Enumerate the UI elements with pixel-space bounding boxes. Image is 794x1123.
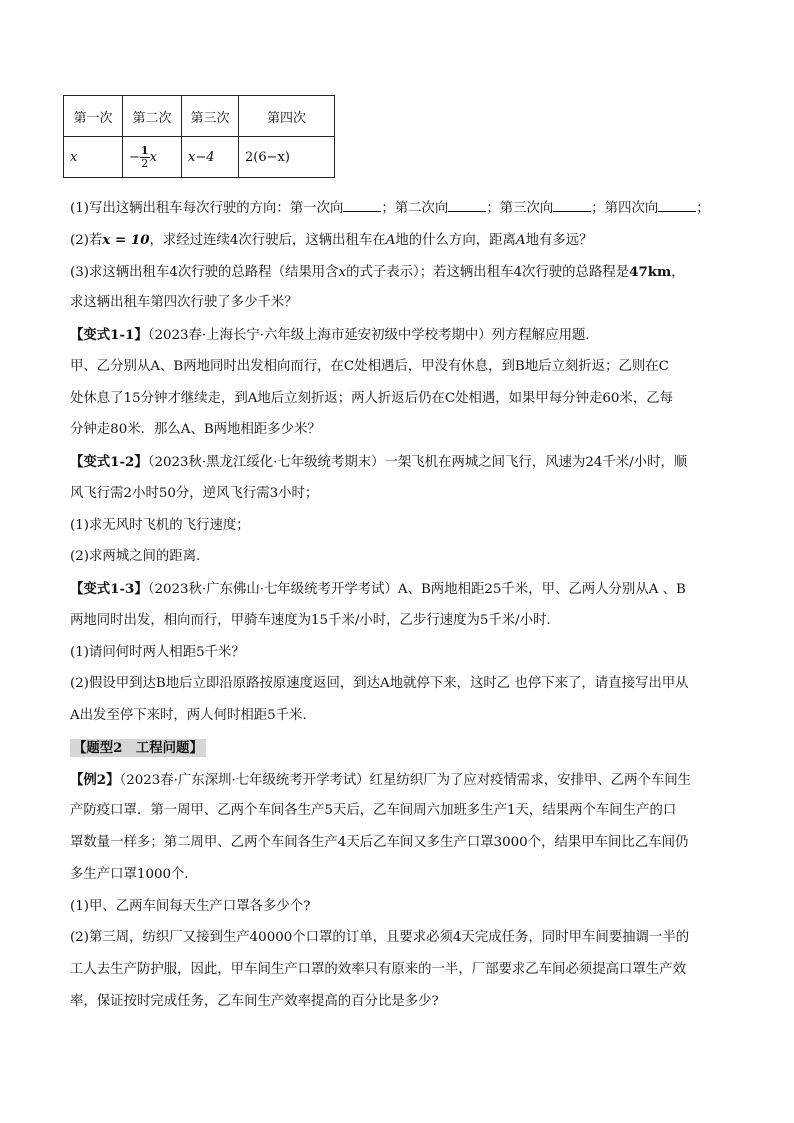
answer-blank[interactable]	[343, 198, 381, 212]
variant-source: （2023春·上海长宁·六年级上海市延安初级中学校考期中）列方程解应用题．	[147, 328, 599, 343]
question-3-line-2: 求这辆出租车第四次行驶了多少千米？	[70, 295, 298, 310]
paragraph-line: 产防疫口罩．第一周甲、乙两个车间各生产5天后，乙车间周六加班多生产1天，结果两个车间生产的口	[70, 803, 677, 818]
answer-blank[interactable]	[553, 198, 591, 212]
minus-sign: −	[129, 149, 140, 165]
table-header-cell: 第二次	[123, 96, 182, 137]
text: ，求经过连续4次行驶后，这辆出租车在	[149, 233, 386, 248]
variant-tag: 【变式1-1】	[70, 327, 148, 343]
sub-question: (2)求两城之间的距离．	[70, 549, 210, 564]
text: 地有多远？	[525, 233, 593, 248]
fraction-numerator: 1	[140, 143, 149, 157]
paragraph-line: 罩数量一样多；第二周甲、乙两个车间各生产4天后乙车间又多生产口罩3000个，结果甲车间比乙车间仍	[70, 835, 689, 850]
sub-question: (1)请问何时两人相距5千米？	[70, 645, 245, 660]
variable: A	[385, 233, 396, 248]
table-header-row	[64, 96, 335, 137]
variable: x	[338, 265, 347, 280]
variant-1-3-header	[70, 579, 730, 600]
text: ；第二次向	[381, 201, 449, 216]
text: 的式子表示）；若这辆出租车4次行驶的总路程是	[346, 265, 630, 280]
sub-question: A出发至停下来时，两人何时相距5千米．	[70, 708, 316, 723]
variable: A	[515, 233, 526, 248]
paragraph-line: 甲、乙分别从A、B两地同时出发相向而行，在C处相遇后，甲没有休息，到B地后立刻折返；乙则在C	[70, 359, 669, 374]
example-source: （2023春·广东深圳·七年级统考开学考试）红星纺织厂为了应对疫情需求，安排甲、乙两个车间生	[119, 773, 692, 788]
table-row	[64, 137, 335, 178]
table-header-cell: 第三次	[182, 96, 239, 137]
variant-1-2-header	[70, 452, 730, 473]
table-cell	[123, 137, 182, 178]
sub-question: 率，保证按时完成任务，乙车间生产效率提高的百分比是多少?	[70, 994, 439, 1009]
answer-blank[interactable]	[658, 198, 696, 212]
variant-tag: 【变式1-2】	[70, 454, 148, 470]
text: ；第四次向	[591, 201, 659, 216]
paragraph-line: 两地同时出发，相向而行，甲骑车速度为15千米/小时，乙步行速度为5千米/小时．	[70, 613, 560, 628]
variant-source: （2023秋·广东佛山·七年级统考开学考试）A、B两地相距25千米，甲、乙两人分别从A 、B	[147, 582, 686, 597]
section-heading	[70, 738, 730, 759]
example-2-header	[70, 770, 730, 791]
text: (2)若	[70, 233, 103, 248]
paragraph-line: 多生产口罩1000个．	[70, 867, 198, 882]
fraction-denominator: 2	[141, 156, 149, 170]
travel-table	[63, 95, 335, 178]
sub-question: 工人去生产防护服，因此，甲车间生产口罩的效率只有原来的一半，厂部要求乙车间必须提高口罩生产效	[70, 962, 686, 977]
variant-source: （2023秋·黑龙江绥化·七年级统考期末）一架飞机在两城之间飞行，风速为24千米/小时，顺	[147, 455, 688, 470]
sub-question: (2)第三周，纺织厂又接到生产40000个口罩的订单，且要求必须4天完成任务，同时甲车间要抽调一半的	[70, 930, 690, 945]
text: ；第三次向	[486, 201, 554, 216]
table-cell: x	[64, 137, 123, 178]
table-cell: x−4	[182, 137, 239, 178]
question-2	[70, 230, 730, 251]
text: ；	[696, 201, 710, 216]
text: (3)求这辆出租车4次行驶的总路程（结果用含	[70, 265, 339, 280]
value: 47km	[629, 264, 672, 280]
table-header-cell: 第四次	[239, 96, 335, 137]
sub-question: (1)甲、乙两车间每天生产口罩各多少个?	[70, 899, 311, 914]
paragraph-line: 分钟走80米．那么A、B两地相距多少米？	[70, 422, 321, 437]
paragraph-line: 处休息了15分钟才继续走，到A地后立刻折返；两人折返后仍在C处相遇，如果甲每分钟走60米，乙每	[70, 391, 674, 406]
sub-question: (1)求无风时飞机的飞行速度；	[70, 518, 250, 533]
question-1	[70, 198, 730, 219]
math-expression: x = 10	[102, 232, 150, 248]
variant-tag: 【变式1-3】	[70, 581, 148, 597]
text: 地的什么方向，距离	[395, 233, 516, 248]
text: ，	[671, 265, 685, 280]
sub-question: (2)假设甲到达B地后立即沿原路按原速度返回，到达A地就停下来，这时乙 也停下来了，请直接写出甲从	[70, 676, 689, 691]
section-title: 【题型2 工程问题】	[70, 739, 206, 757]
example-tag: 【例2】	[70, 772, 120, 788]
text: (1)写出这辆出租车每次行驶的方向：第一次向	[70, 201, 344, 216]
table-cell: 2(6−x)	[239, 137, 335, 178]
paragraph-line: 风飞行需2小时50分，逆风飞行需3小时；	[70, 486, 319, 501]
fraction	[140, 145, 150, 170]
answer-blank[interactable]	[448, 198, 486, 212]
table-header-cell: 第一次	[64, 96, 123, 137]
variant-1-1-header	[70, 325, 730, 346]
variable: x	[149, 149, 157, 165]
question-3-line-1	[70, 262, 730, 283]
